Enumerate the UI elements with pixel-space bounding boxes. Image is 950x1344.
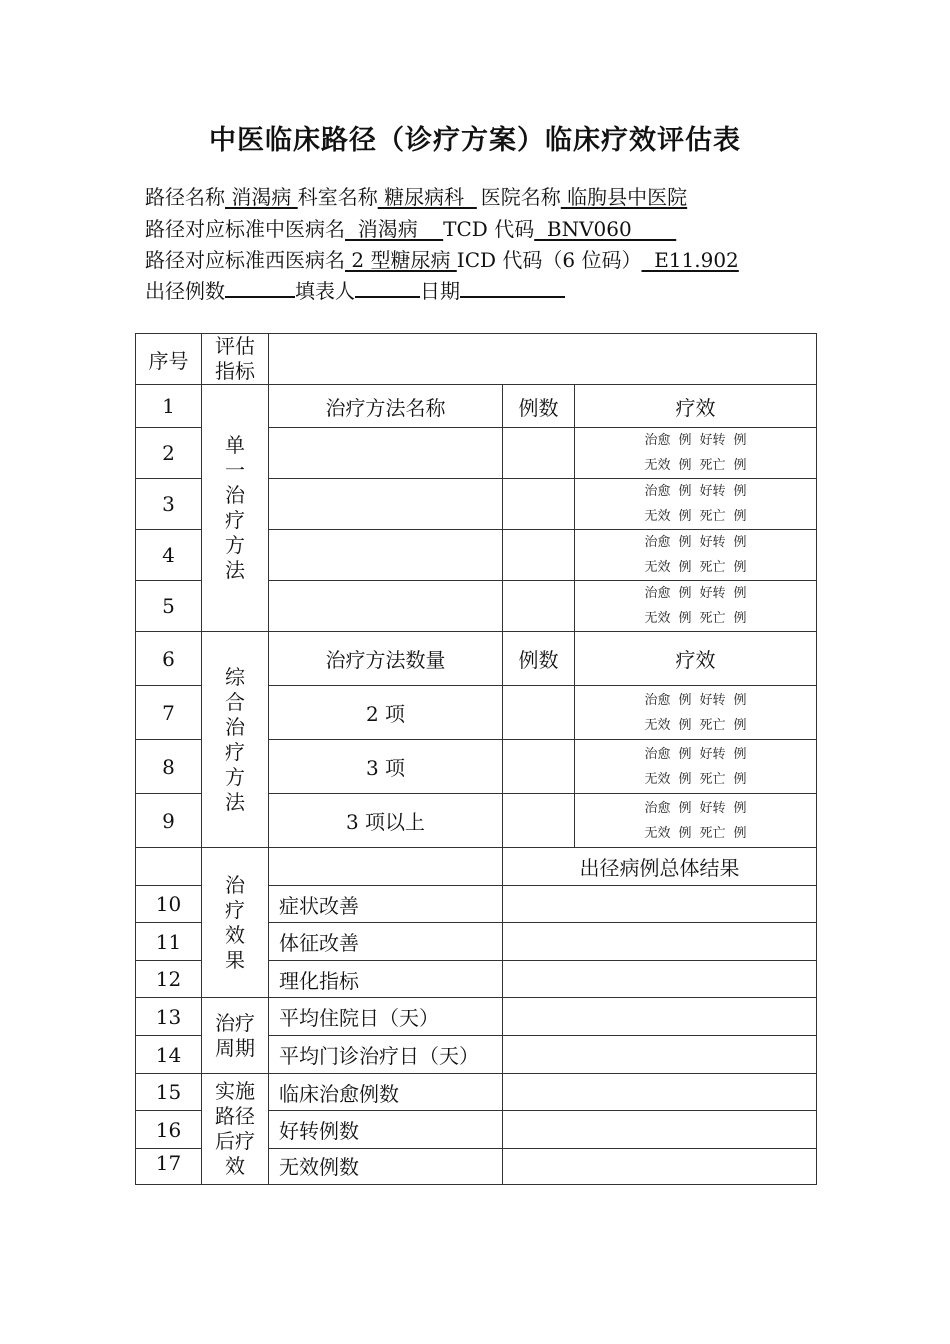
count-header: 例数 [503,632,575,686]
path-name-label: 路径名称 [145,185,225,209]
date-label: 日期 [420,279,460,303]
icd-code-value: E11.902 [641,248,739,272]
effect-header: 疗效 [575,385,817,428]
date-field[interactable] [460,276,565,298]
result-cell[interactable] [503,998,817,1036]
seq-cell: 5 [136,581,202,632]
single-method-group: 单 一 治 疗 方 法 [202,385,269,632]
method-count-cell: 2 项 [269,686,503,740]
info-line-2 [145,215,676,243]
effect-cell[interactable] [575,530,817,581]
method-count-cell: 3 项 [269,740,503,794]
item-label: 平均门诊治疗日（天） [269,1036,503,1074]
combo-method-group: 综 合 治 疗 方 法 [202,632,269,848]
seq-cell: 12 [136,961,202,998]
tcd-code-value: BNV060 [534,217,677,241]
effect-line: 无效 例 死亡 例 [644,825,747,841]
seq-cell: 15 [136,1074,202,1111]
count-cell[interactable] [503,740,575,794]
item-label: 无效例数 [269,1149,503,1185]
count-cell[interactable] [503,530,575,581]
dept-label: 科室名称 [297,185,378,209]
result-cell[interactable] [503,923,817,961]
item-header-blank [269,848,503,886]
effect-cell[interactable] [575,581,817,632]
tcm-disease-value: 消渴病 [345,217,444,241]
table-row [136,385,817,428]
hospital-label: 医院名称 [480,185,561,209]
count-cell[interactable] [503,686,575,740]
effect-line: 治愈 例 好转 例 [644,484,747,499]
seq-cell-blank [136,848,202,886]
method-name-cell[interactable] [269,479,503,530]
method-count-header: 治疗方法数量 [269,632,503,686]
treatment-effect-group: 治 疗 效 果 [202,848,269,998]
wm-disease-value: 2 型糖尿病 [345,248,457,272]
seq-cell: 17 [136,1149,202,1185]
page-title: 中医临床路径（诊疗方案）临床疗效评估表 [209,125,741,156]
seq-cell: 13 [136,998,202,1036]
path-name-value: 消渴病 [225,185,298,209]
table-row [136,632,817,686]
tcd-code-label: TCD 代码 [443,217,535,241]
effect-cell[interactable] [575,686,817,740]
seq-cell: 10 [136,886,202,923]
seq-cell: 6 [136,632,202,686]
effect-line: 治愈 例 好转 例 [644,692,747,708]
item-label: 理化指标 [269,961,503,998]
header-row [136,334,817,385]
effect-line: 治愈 例 好转 例 [644,433,747,448]
info-line-1 [145,183,687,211]
method-name-cell[interactable] [269,581,503,632]
seq-cell: 9 [136,794,202,848]
effect-line: 无效 例 死亡 例 [644,771,747,787]
hospital-value: 临朐县中医院 [560,185,688,209]
effect-line: 无效 例 死亡 例 [644,509,747,524]
seq-cell: 4 [136,530,202,581]
result-cell[interactable] [503,1111,817,1149]
seq-cell: 16 [136,1111,202,1149]
seq-cell: 3 [136,479,202,530]
count-header: 例数 [503,385,575,428]
result-cell[interactable] [503,1074,817,1111]
result-cell[interactable] [503,886,817,923]
item-label: 体征改善 [269,923,503,961]
seq-cell: 7 [136,686,202,740]
result-cell[interactable] [503,961,817,998]
count-cell[interactable] [503,479,575,530]
filler-field[interactable] [355,276,420,298]
effect-line: 无效 例 死亡 例 [644,560,747,575]
effect-header: 疗效 [575,632,817,686]
effect-cell[interactable] [575,740,817,794]
count-cell[interactable] [503,581,575,632]
treatment-cycle-group: 治疗周期 [202,998,269,1074]
table-row [136,848,817,886]
method-name-header: 治疗方法名称 [269,385,503,428]
icd-code-label: ICD 代码（6 位码） [456,248,642,272]
effect-line: 治愈 例 好转 例 [644,746,747,762]
overall-result-header: 出径病例总体结果 [503,848,817,886]
result-cell[interactable] [503,1149,817,1185]
method-name-cell[interactable] [269,530,503,581]
effect-line: 无效 例 死亡 例 [644,611,747,626]
seq-cell: 8 [136,740,202,794]
count-cell[interactable] [503,794,575,848]
info-line-4 [145,276,565,305]
indicator-header: 评估指标 [202,334,269,385]
effect-line: 无效 例 死亡 例 [644,458,747,473]
effect-cell[interactable] [575,794,817,848]
filler-label: 填表人 [295,279,355,303]
item-label: 临床治愈例数 [269,1074,503,1111]
evaluation-table [135,333,817,1185]
method-name-cell[interactable] [269,428,503,479]
item-label: 好转例数 [269,1111,503,1149]
seq-cell: 14 [136,1036,202,1074]
effect-line: 无效 例 死亡 例 [644,717,747,733]
effect-cell[interactable] [575,479,817,530]
result-cell[interactable] [503,1036,817,1074]
seq-cell: 1 [136,385,202,428]
count-label: 出径例数 [145,279,225,303]
effect-line: 治愈 例 好转 例 [644,800,747,816]
table-row [136,998,817,1036]
dept-value: 糖尿病科 [377,185,477,209]
tcm-disease-label: 路径对应标准中医病名 [145,217,345,241]
effect-line: 治愈 例 好转 例 [644,586,747,601]
item-label: 平均住院日（天） [269,998,503,1036]
wm-disease-label: 路径对应标准西医病名 [145,248,345,272]
seq-cell: 11 [136,923,202,961]
item-label: 症状改善 [269,886,503,923]
method-count-cell: 3 项以上 [269,794,503,848]
seq-header: 序号 [136,334,202,385]
header-blank [269,334,817,385]
effect-cell[interactable] [575,428,817,479]
effect-line: 治愈 例 好转 例 [644,535,747,550]
info-line-3 [145,246,739,274]
count-field[interactable] [225,276,295,298]
table-row [136,1074,817,1111]
seq-cell: 2 [136,428,202,479]
post-path-effect-group: 实施路径后疗效 [202,1074,269,1185]
count-cell[interactable] [503,428,575,479]
